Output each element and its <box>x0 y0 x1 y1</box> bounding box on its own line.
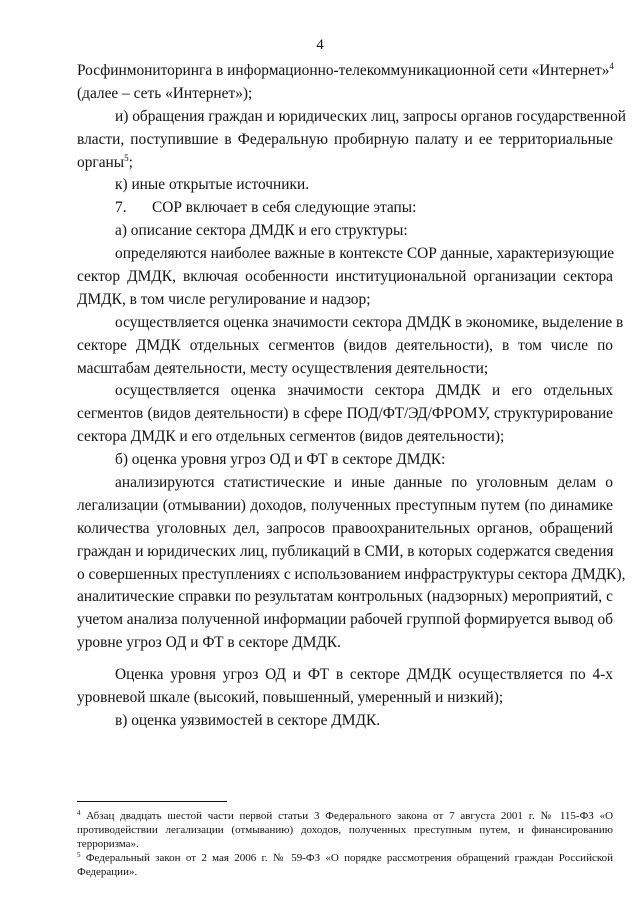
footnote-line: терроризма». <box>77 838 139 850</box>
body-line: и) обращения граждан и юридических лиц, запросы органов государственной <box>115 107 627 125</box>
body-line: уровневой шкале (высокий, повышенный, умеренный и низкий); <box>77 689 504 707</box>
body-line: сегментов (видов деятельности) в сфере ПОД/ФТ/ЭД/ФРОМУ, структурирование <box>77 405 613 423</box>
footnote-ref-4: 4 <box>609 61 614 71</box>
body-line: количества уголовных дел, запросов правоохранительных органов, обращений <box>77 519 613 537</box>
footnote-line: $^4$ Абзац двадцать шестой части первой статьи 3 Федерального закона от 7 августа 2001 г. № 115-ФЗ «О <box>77 809 614 822</box>
body-line: уровне угроз ОД и ФТ в секторе ДМДК. <box>77 634 342 652</box>
body-line: власти, поступившие в Федеральную пробирную палату и ее территориальные <box>77 130 613 148</box>
body-line: аналитические справки по результатам контрольных (надзорных) мероприятий, с <box>77 588 613 606</box>
body-line: секторе ДМДК отдельных сегментов (видов деятельности), в том числе по <box>77 336 613 354</box>
footnote-line: Федерации». <box>77 866 138 878</box>
body-line: осуществляется оценка значимости сектора ДМДК в экономике, выделение в <box>115 313 624 331</box>
body-line: учетом анализа полученной информации рабочей группой формируется вывод об <box>77 611 613 629</box>
body-line: органы$^5$; <box>77 152 133 171</box>
body-line: а) описание сектора ДМДК и его структуры: <box>115 222 408 240</box>
body-line: определяются наиболее важные в контексте СОР данные, характеризующие <box>115 245 615 263</box>
body-line: б) оценка уровня угроз ОД и ФТ в секторе ДМДК: <box>115 451 446 469</box>
page-number: 4 <box>316 37 324 53</box>
footnote-mark-5: 5 <box>77 851 81 859</box>
body-line: осуществляется оценка значимости сектора ДМДК и его отдельных <box>115 382 613 400</box>
body-line: граждан и юридических лиц, публикаций в СМИ, в которых содержатся сведения <box>77 542 614 560</box>
body-line: в) оценка уязвимостей в секторе ДМДК. <box>115 711 381 729</box>
footnote-ref-5: 5 <box>124 152 129 163</box>
body-line: масштабам деятельности, месту осуществления деятельности; <box>77 359 489 377</box>
body-line: (далее – сеть «Интернет»); <box>77 84 253 102</box>
section-heading: 7. СОР включает в себя следующие этапы: <box>77 197 613 220</box>
footnote-mark-4: 4 <box>77 809 81 817</box>
document-body <box>77 60 627 733</box>
footnote-line: противодействии легализации (отмыванию) доходов, полученных преступным путем, и финансированию <box>77 824 613 836</box>
body-line: Оценка уровня угроз ОД и ФТ в секторе ДМДК осуществляется по 4-х <box>115 666 613 684</box>
body-line: ДМДК, в том числе регулирование и надзор; <box>77 290 371 308</box>
body-line: сектор ДМДК, включая особенности институциональной организации сектора <box>77 268 613 286</box>
body-line: легализации (отмывании) доходов, полученных преступным путем (по динамике <box>77 496 613 514</box>
body-line: к) иные открытые источники. <box>115 176 310 194</box>
footnotes <box>77 809 613 879</box>
paragraph-gap <box>77 655 613 664</box>
body-line: о совершенных преступлениях с использованием инфраструктуры сектора ДМДК), <box>77 565 626 583</box>
body-line: Росфинмониторинга в информационно-телекоммуникационной сети «Интернет»$^4$ <box>77 61 614 79</box>
body-line: анализируются статистические и иные данные по уголовным делам о <box>115 474 613 492</box>
body-line: сектора ДМДК и его отдельных сегментов (видов деятельности); <box>77 428 505 446</box>
footnote-separator <box>77 801 227 802</box>
footnote-line: $^5$ Федеральный закон от 2 мая 2006 г. № 59-ФЗ «О порядке рассмотрения обращений граждан Российской <box>77 851 614 864</box>
section-number: 7. <box>115 199 127 217</box>
